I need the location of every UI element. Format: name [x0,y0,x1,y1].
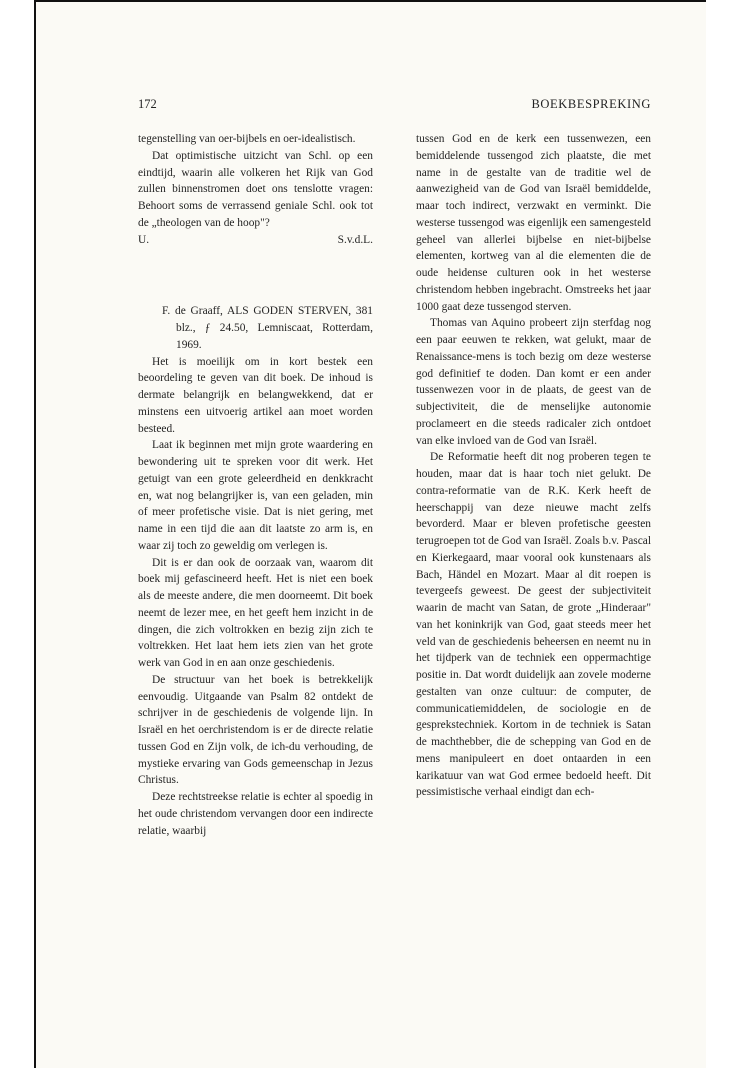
left-column [138,131,373,839]
review-signature [138,232,373,249]
right-column [416,131,651,801]
signature-initial: U. [138,233,150,246]
page-header [138,97,651,115]
previous-review-ending: tegenstelling van oer-bijbels en oer-idealistisch. [138,133,356,145]
running-head: BOEKBESPREKING [531,97,651,111]
body-paragraph: Thomas van Aquino probeert zijn sterfdag nog een paar eeuwen te rekken, wat gelukt, maar de Renaissance-mens is toch bezig om deze westerse god definitief te doden. Dan komt er een ander tussenwezen voor in de plaats, de geest van de subjectiviteit, die de menselijke autonomie proclameert en die steeds radicaler zich ontdoet van elke invloed van de God van Israël. [416,317,651,447]
page-number: 172 [138,97,157,111]
previous-review-paragraph: Dat optimistische uitzicht van Schl. op een eindtijd, waarin alle volkeren het Rijk van God zullen binnenstromen doet ons tenslotte vragen: Behoort soms de verrassend geniale Schl. ook tot de „theologen van de hoop"? [138,149,373,229]
body-paragraph: Dit is er dan ook de oorzaak van, waarom dit boek mij gefascineerd heeft. Het is niet een boek als de meeste andere, die men doorneemt. Dit boek neemt de lezer mee, en het geeft hem inzicht in de dingen, die zich voltrokken en bezig zijn zich te voltrekken. Het laat hem iets zien van het grote werk van God in en aan onze geschiedenis. [138,556,373,669]
body-paragraph: Deze rechtstreekse relatie is echter al spoedig in het oude christendom vervangen door een indirecte relatie, waarbij [138,791,373,837]
signature-author: S.v.d.L. [337,233,373,246]
body-paragraph: Laat ik beginnen met mijn grote waardering en bewondering uit te spreken voor dit werk. Het getuigt van een grote geleerdheid en denkkracht en, wat nog belangrijker is, van een geladen, min of meer profetische visie. Dat is niet gering, met name in een tijd die aan dit laatste zo arm is, en waar zij toch zo geweldig om verlegen is. [138,439,373,552]
body-paragraph: tussen God en de kerk een tussenwezen, een bemiddelende tussengod zich plaatste, die met name in de gestalte van de traditie wel de aanwezigheid van de God van Israël bemiddelde, maar toch indirect, verzwakt en verminkt. Die westerse tussengod was eigenlijk een samengesteld geheel van allerlei bijbelse en niet-bijbelse elementen, kortweg van al die elementen die de oude heidense culturen ook in het westerse christendom hebben ingebracht. Omstreeks het jaar 1000 gaat deze tussengod sterven. [416,133,651,313]
body-paragraph: De structuur van het boek is betrekkelijk eenvoudig. Uitgaande van Psalm 82 ontdekt de schrijver in de geschiedenis de volgende lijn. In Israël en het oerchristendom is er de directe relatie tussen God en Zijn volk, de ich-du verhouding, de mystieke ervaring van Gods gemeenschap in Jezus Christus. [138,673,373,787]
review-heading: F. de Graaff, ALS GODEN STERVEN, 381 blz., ƒ 24.50, Lemniscaat, Rotterdam, 1969. [162,305,373,351]
body-paragraph: De Reformatie heeft dit nog proberen tegen te houden, maar dat is haar toch niet gelukt. De contra-reformatie van de R.K. Kerk heeft de heerschappij van deze nieuwe macht zelfs bevorderd. Maar er bleven profetische geesten terugroepen tot de God van Israël. Zoals b.v. Pascal en Kierkegaard, maar vooral ook kunstenaars als Bach, Händel en Mozart. Maar al dit roepen is tevergeefs geweest. De geest der subjectiviteit waarin de macht van Satan, de grote „Hinderaar" van het koninkrijk van God, gaat steeds meer het veld van de geschiedenis beheersen en neemt nu in het tijdperk van de techniek een oppermachtige positie in. Dat wordt duidelijk aan zovele moderne gestalten van onze cultuur: de computer, de communicatiemiddelen, de sociologie en de gesprekstechniek. Kortom in de techniek is Satan de machthebber, die de schepping van God en de mens manipuleert en doet ontaarden in een karikatuur van wat God ermee bedoeld heeft. Dit pessimistische verhaal eindigt dan ech- [416,451,651,799]
body-paragraph: Het is moeilijk om in kort bestek een beoordeling te geven van dit boek. De inhoud is dermate belangrijk en belangwekkend, dat er minstens een uitvoerig artikel aan moet worden besteed. [138,355,373,435]
